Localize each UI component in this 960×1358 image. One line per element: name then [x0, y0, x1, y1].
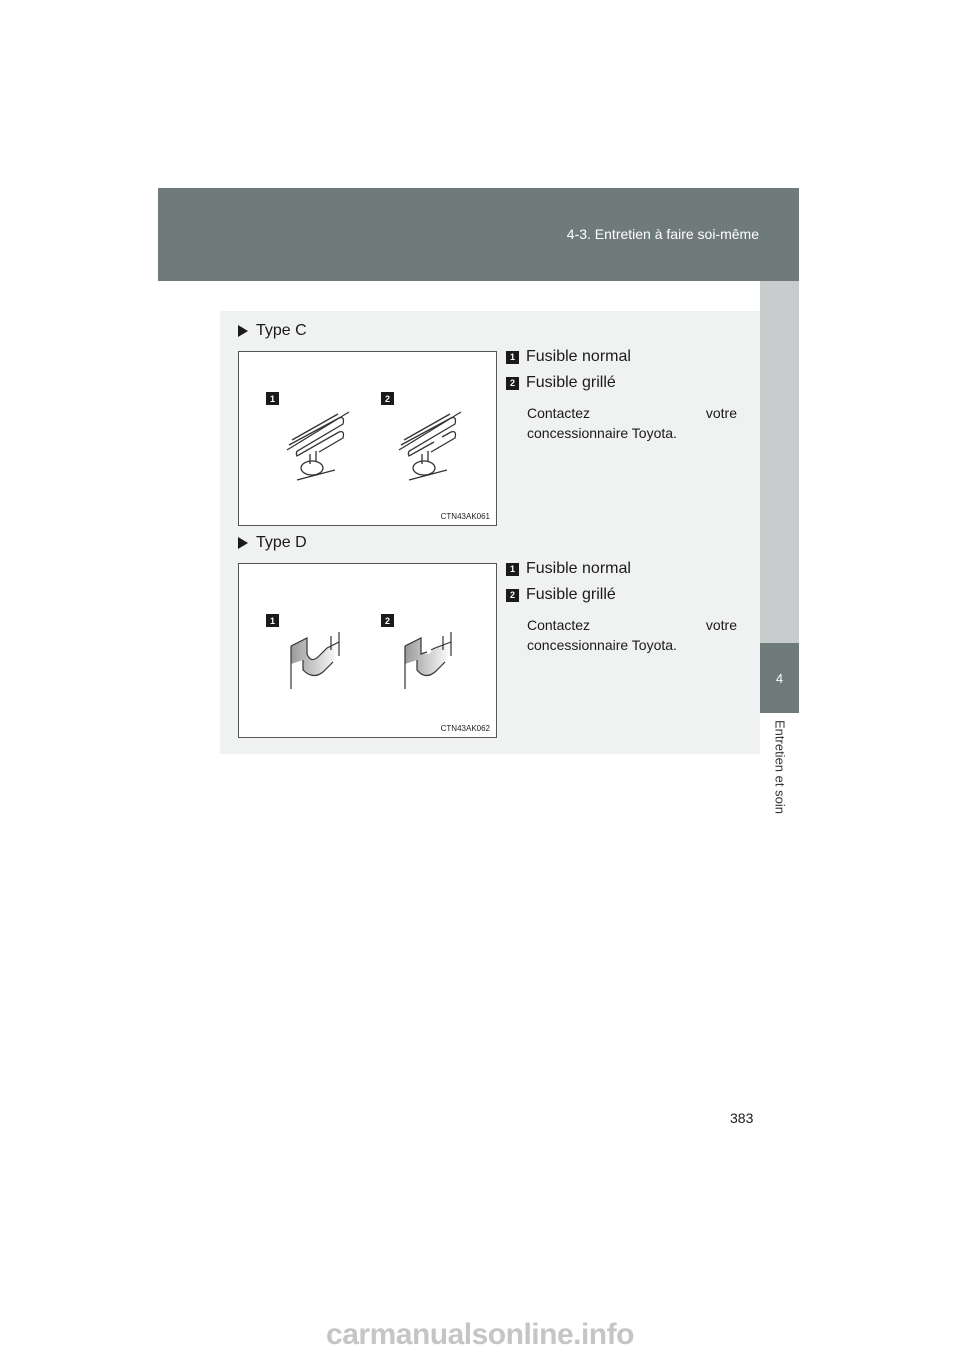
type-d-heading-text: Type D: [256, 534, 307, 551]
list-item: [506, 374, 616, 392]
fuse-type-d-illustration: [239, 564, 496, 737]
page-number: 383: [730, 1110, 754, 1126]
note-line: concessionnaire Toyota.: [527, 637, 677, 653]
item-badge-2: 2: [506, 377, 519, 390]
list-item: [506, 586, 616, 604]
figure-type-d: [238, 563, 497, 738]
chapter-number: 4: [760, 643, 799, 713]
type-c-heading-text: Type C: [256, 322, 307, 339]
section-title: 4-3. Entretien à faire soi-même: [566, 226, 759, 242]
type-c-heading: [238, 322, 307, 340]
note-word: votre: [705, 405, 737, 421]
figure-type-c: [238, 351, 497, 526]
type-d-heading: [238, 534, 307, 552]
fuse-type-c-illustration: [239, 352, 496, 525]
figure-code: CTN43AK061: [440, 512, 490, 521]
note-line: concessionnaire Toyota.: [527, 425, 677, 441]
note-word: votre: [705, 617, 737, 633]
item-label: Fusible grillé: [526, 374, 616, 391]
item-label: Fusible normal: [526, 560, 631, 577]
item-badge-2: 2: [506, 589, 519, 602]
item-badge-1: 1: [506, 563, 519, 576]
figure-badge-1: 1: [266, 392, 279, 405]
section-header: [158, 188, 799, 281]
figure-code: CTN43AK062: [440, 724, 490, 733]
watermark: carmanualsonline.info: [326, 1318, 634, 1351]
triangle-bullet-icon: [238, 325, 248, 337]
note-text: [527, 615, 737, 655]
item-badge-1: 1: [506, 351, 519, 364]
note-text: [527, 403, 737, 443]
note-word: Contactez: [527, 617, 591, 633]
triangle-bullet-icon: [238, 537, 248, 549]
note-word: Contactez: [527, 405, 591, 421]
list-item: [506, 348, 631, 366]
figure-badge-1: 1: [266, 614, 279, 627]
figure-badge-2: 2: [381, 392, 394, 405]
item-label: Fusible grillé: [526, 586, 616, 603]
figure-badge-2: 2: [381, 614, 394, 627]
list-item: [506, 560, 631, 578]
item-label: Fusible normal: [526, 348, 631, 365]
chapter-label: Entretien et soin: [772, 720, 788, 814]
